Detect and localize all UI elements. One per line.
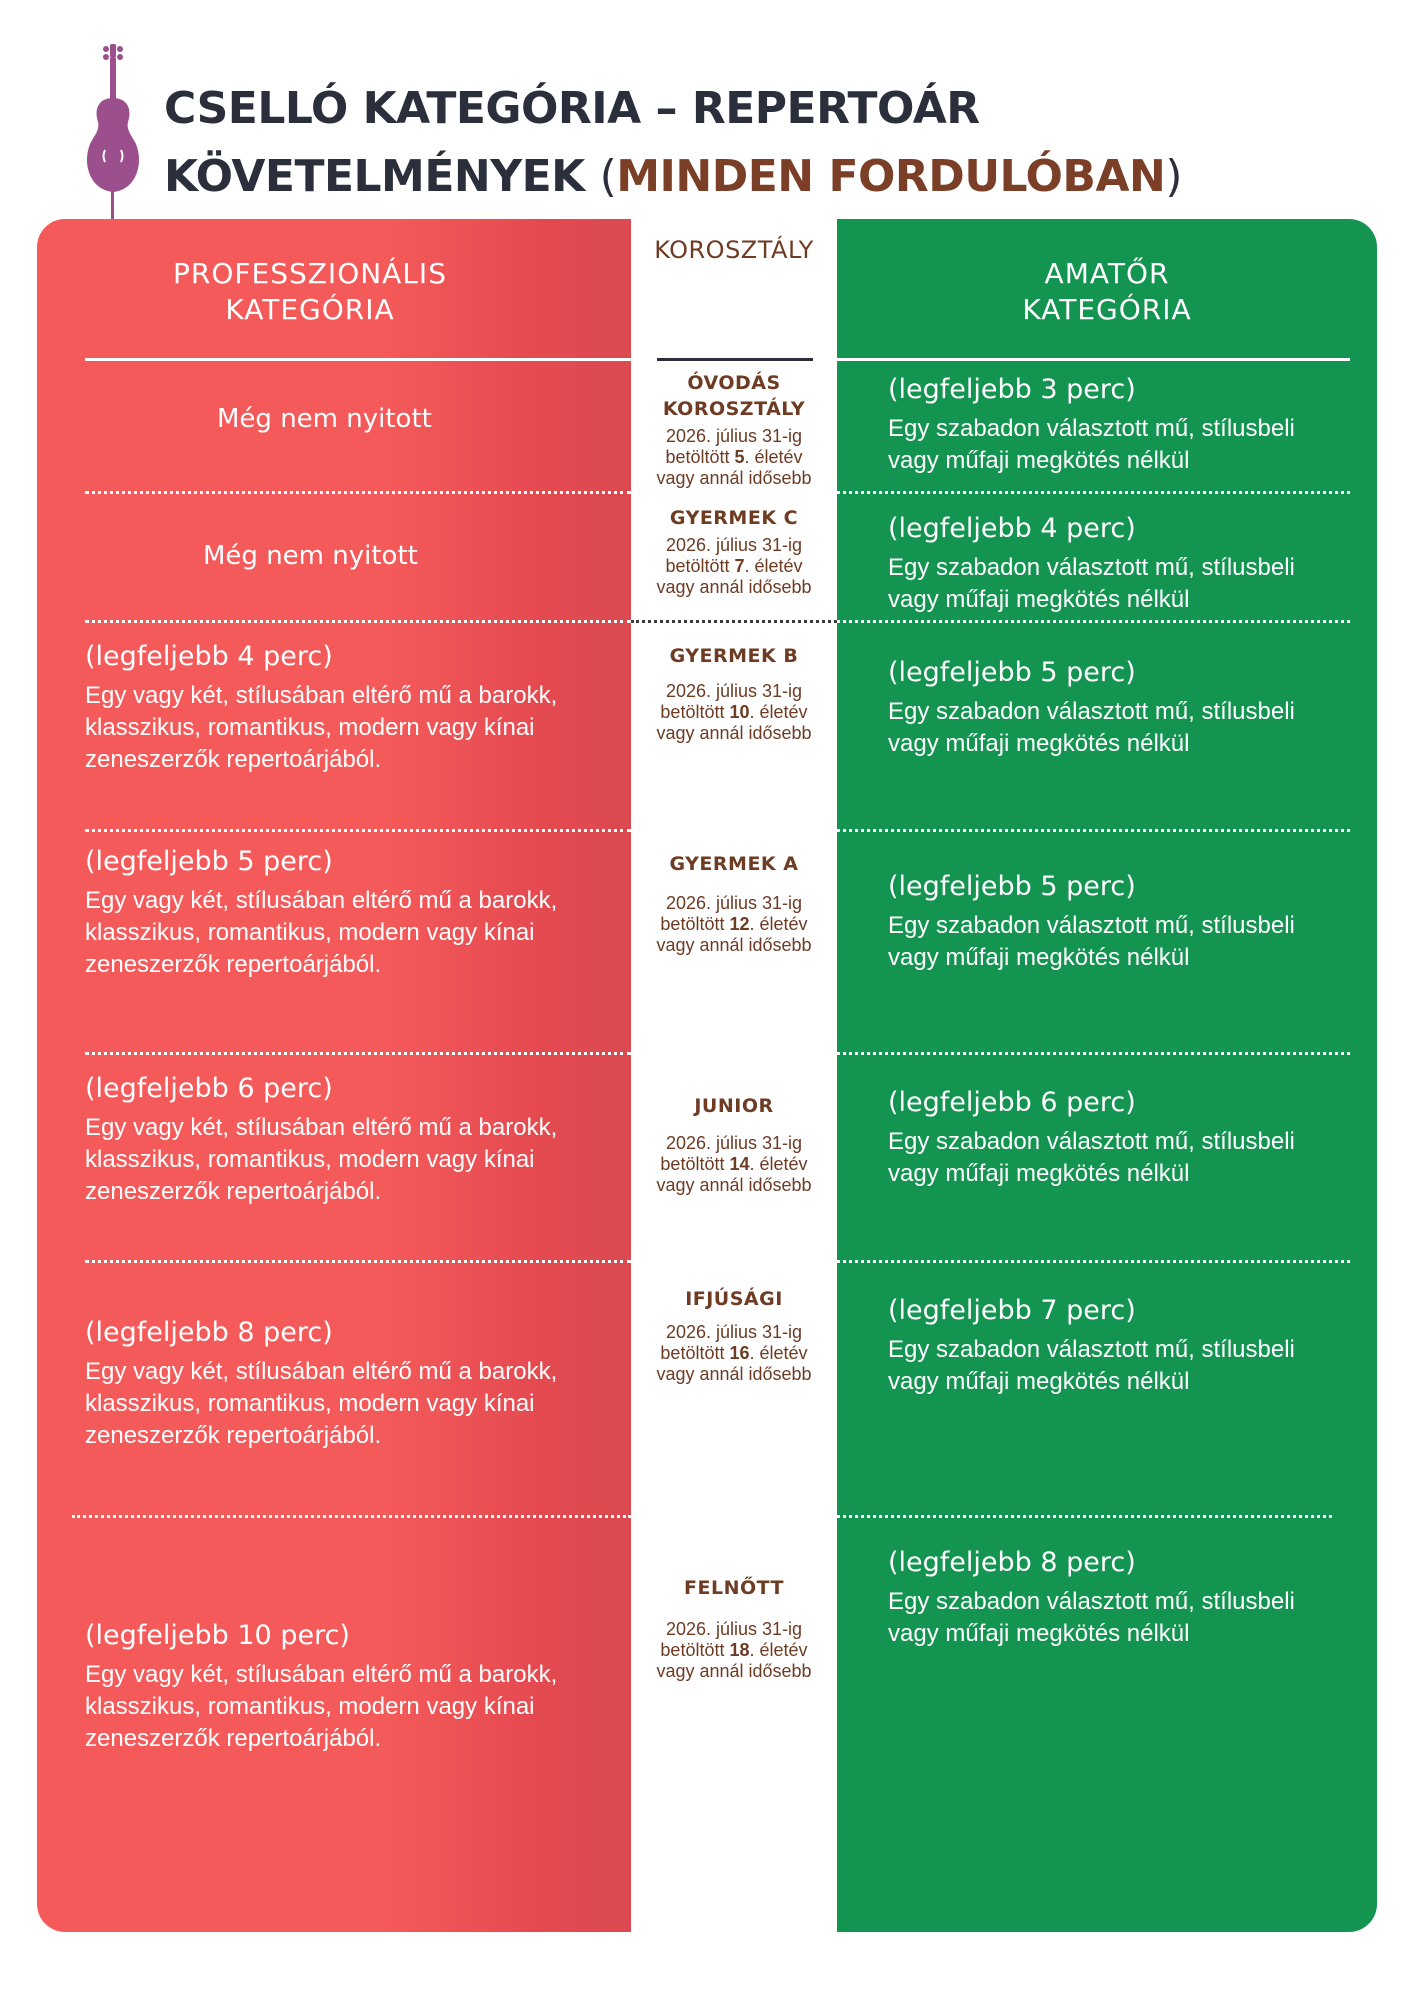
page-title	[164, 75, 1182, 211]
requirement-desc: Egy szabadon választott mű, stílusbeli vagy műfaji megkötés nélkül	[888, 415, 1295, 474]
professional-requirement	[85, 845, 615, 981]
time-limit: (legfeljebb 5 perc)	[85, 846, 333, 877]
time-limit: (legfeljebb 7 perc)	[888, 1295, 1136, 1326]
time-limit: (legfeljebb 4 perc)	[85, 641, 333, 672]
time-limit: (legfeljebb 10 perc)	[85, 1620, 350, 1651]
amateur-header-divider	[837, 358, 1350, 361]
age-group-name: GYERMEK C	[669, 507, 799, 529]
age-group-ovodas	[631, 370, 837, 489]
professional-not-open: Még nem nyitott	[217, 404, 432, 434]
row-divider	[85, 829, 631, 832]
amateur-requirement	[888, 656, 1348, 760]
row-divider	[85, 1260, 631, 1263]
amateur-header	[837, 256, 1377, 328]
age-group-name: FELNŐTT	[684, 1577, 784, 1599]
time-limit: (legfeljebb 6 perc)	[888, 1087, 1136, 1118]
amateur-requirement	[888, 1294, 1348, 1398]
time-limit: (legfeljebb 4 perc)	[888, 513, 1136, 544]
row-divider	[85, 620, 631, 623]
age-group-name: ÓVODÁS KOROSZTÁLY	[662, 372, 806, 420]
professional-header	[37, 256, 583, 328]
age-group-name: IFJÚSÁGI	[685, 1288, 783, 1310]
age-group-info: 2026. július 31-ig betöltött 10. életév vagy annál idősebb	[656, 681, 812, 743]
age-group-info: 2026. július 31-ig betöltött 14. életév vagy annál idősebb	[656, 1133, 812, 1195]
time-limit: (legfeljebb 3 perc)	[888, 374, 1136, 405]
age-group-info: 2026. július 31-ig betöltött 18. életév vagy annál idősebb	[656, 1619, 812, 1681]
amateur-requirement	[888, 870, 1348, 974]
professional-header-line-1: PROFESSZIONÁLIS	[173, 257, 447, 290]
row-divider	[837, 1052, 1350, 1055]
age-group-gyermek-c	[631, 505, 837, 598]
requirement-desc: Egy vagy két, stílusában eltérő mű a barokk, klasszikus, romantikus, modern vagy kínai zeneszerzők repertoárjából.	[85, 1114, 558, 1205]
professional-not-open: Még nem nyitott	[203, 541, 418, 571]
row-divider	[72, 1515, 631, 1518]
age-group-info: 2026. július 31-ig betöltött 16. életév vagy annál idősebb	[656, 1322, 812, 1384]
professional-requirement	[85, 1316, 615, 1452]
age-group-gyermek-b	[631, 643, 837, 744]
age-group-junior	[631, 1093, 837, 1196]
title-line-2	[164, 143, 1182, 211]
professional-requirement	[85, 1072, 615, 1208]
amateur-header-line-1: AMATŐR	[1044, 257, 1170, 290]
time-limit: (legfeljebb 8 perc)	[85, 1317, 333, 1348]
time-limit: (legfeljebb 5 perc)	[888, 871, 1136, 902]
row-divider	[837, 1260, 1350, 1263]
row-divider	[837, 491, 1350, 494]
requirement-desc: Egy szabadon választott mű, stílusbeli vagy műfaji megkötés nélkül	[888, 1128, 1295, 1187]
row-divider	[837, 1515, 1332, 1518]
title-line-2-prefix: KÖVETELMÉNYEK	[164, 151, 585, 202]
professional-header-line-2: KATEGÓRIA	[225, 293, 395, 326]
amateur-requirement	[888, 373, 1348, 477]
time-limit: (legfeljebb 5 perc)	[888, 657, 1136, 688]
requirement-desc: Egy vagy két, stílusában eltérő mű a barokk, klasszikus, romantikus, modern vagy kínai zeneszerzők repertoárjából.	[85, 1661, 558, 1752]
cello-icon	[84, 40, 142, 235]
age-group-gyermek-a	[631, 851, 837, 956]
age-group-info: 2026. július 31-ig betöltött 5. életév vagy annál idősebb	[656, 426, 812, 488]
requirement-desc: Egy vagy két, stílusában eltérő mű a barokk, klasszikus, romantikus, modern vagy kínai zeneszerzők repertoárjából.	[85, 1358, 558, 1449]
row-divider	[837, 829, 1350, 832]
requirement-desc: Egy szabadon választott mű, stílusbeli vagy műfaji megkötés nélkül	[888, 554, 1295, 613]
row-divider	[85, 491, 631, 494]
requirement-desc: Egy vagy két, stílusában eltérő mű a barokk, klasszikus, romantikus, modern vagy kínai zeneszerzők repertoárjából.	[85, 682, 558, 773]
professional-header-divider	[85, 358, 631, 361]
row-divider	[85, 1052, 631, 1055]
professional-requirement	[85, 640, 615, 776]
title-close-paren: )	[1165, 151, 1183, 202]
time-limit: (legfeljebb 6 perc)	[85, 1073, 333, 1104]
age-group-info: 2026. július 31-ig betöltött 7. életév vagy annál idősebb	[656, 535, 812, 597]
age-group-info: 2026. július 31-ig betöltött 12. életév vagy annál idősebb	[656, 893, 812, 955]
requirement-desc: Egy vagy két, stílusában eltérő mű a barokk, klasszikus, romantikus, modern vagy kínai zeneszerzők repertoárjából.	[85, 887, 558, 978]
title-line-1: CSELLÓ KATEGÓRIA – REPERTOÁR	[164, 83, 980, 134]
row-divider	[837, 620, 1350, 623]
age-group-ifjusagi	[631, 1286, 837, 1385]
age-header: KOROSZTÁLY	[654, 236, 814, 264]
amateur-requirement	[888, 1546, 1348, 1650]
title-open-paren: (	[599, 151, 617, 202]
age-header-divider	[657, 358, 813, 361]
age-group-name: GYERMEK B	[669, 645, 799, 667]
age-group-name: GYERMEK A	[669, 853, 799, 875]
professional-requirement	[85, 1619, 615, 1755]
age-group-name: JUNIOR	[694, 1095, 774, 1117]
requirement-desc: Egy szabadon választott mű, stílusbeli vagy műfaji megkötés nélkül	[888, 1588, 1295, 1647]
amateur-header-line-2: KATEGÓRIA	[1022, 293, 1192, 326]
age-group-felnott	[631, 1575, 837, 1682]
requirement-desc: Egy szabadon választott mű, stílusbeli vagy műfaji megkötés nélkül	[888, 912, 1295, 971]
requirement-desc: Egy szabadon választott mű, stílusbeli vagy műfaji megkötés nélkül	[888, 1336, 1295, 1395]
title-accent: MINDEN FORDULÓBAN	[616, 151, 1166, 202]
time-limit: (legfeljebb 8 perc)	[888, 1547, 1136, 1578]
amateur-requirement	[888, 1086, 1348, 1190]
amateur-requirement	[888, 512, 1348, 616]
row-divider	[631, 620, 837, 623]
requirement-desc: Egy szabadon választott mű, stílusbeli vagy műfaji megkötés nélkül	[888, 698, 1295, 757]
